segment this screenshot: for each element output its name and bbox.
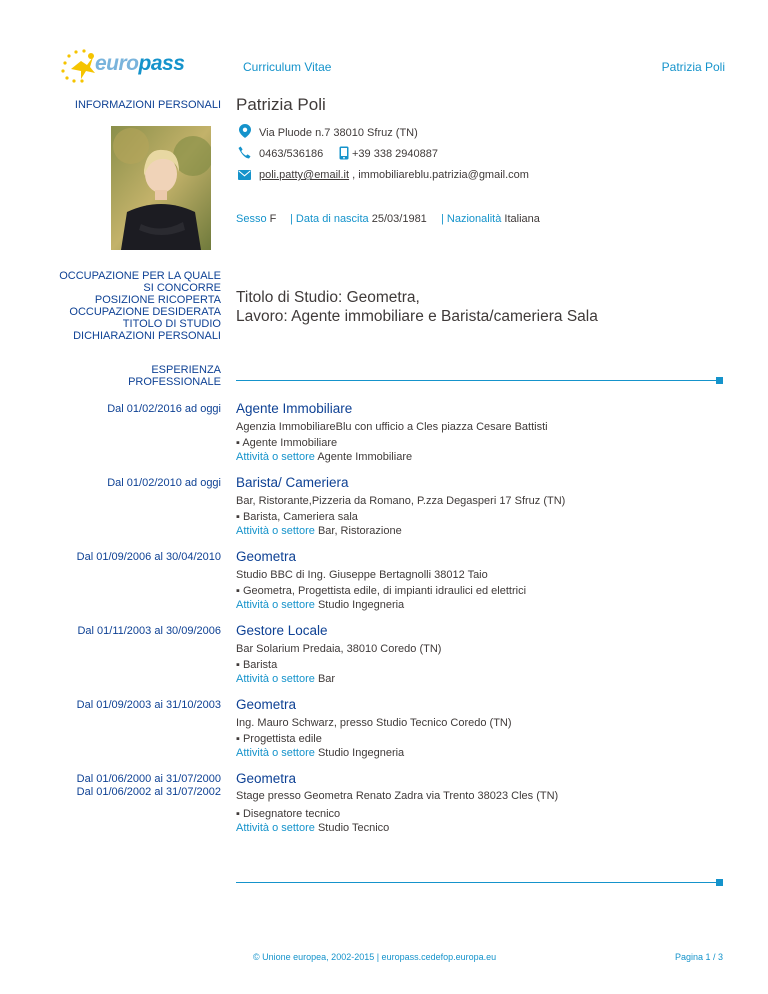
experience-sector: Attività o settore Studio Ingegneria xyxy=(236,747,405,759)
experience-sector: Attività o settore Bar xyxy=(236,673,336,685)
email-icon xyxy=(238,170,251,180)
experience-employer: Bar, Ristorante,Pizzeria da Romano, P.zza Degasperi 17 Sfruz (TN) xyxy=(236,495,566,507)
experience-employer: Ing. Mauro Schwarz, presso Studio Tecnico Coredo (TN) xyxy=(236,717,512,729)
experience-title: Barista/ Cameriera xyxy=(236,475,349,490)
experience-employer: Agenzia ImmobiliareBlu con ufficio a Cles piazza Cesare Battisti xyxy=(236,421,548,433)
europass-wordmark: europass xyxy=(95,52,185,75)
mobile-number: +39 338 2940887 xyxy=(352,148,438,160)
section-divider-marker xyxy=(716,377,723,384)
location-icon xyxy=(239,124,251,138)
address: Via Pluode n.7 38010 Sfruz (TN) xyxy=(259,127,418,139)
experience-task: ▪ Barista xyxy=(236,659,278,671)
experience-title: Gestore Locale xyxy=(236,623,328,638)
email-primary-link[interactable]: poli.patty@email.it xyxy=(259,169,350,181)
nationality-field: | Nazionalità Italiana xyxy=(441,213,540,225)
email-line xyxy=(259,169,529,181)
experience-title: Agente Immobiliare xyxy=(236,401,353,416)
experience-date: Dal 01/09/2003 ai 31/10/2003 xyxy=(76,699,221,711)
section-divider xyxy=(236,380,717,381)
experience-date: Dal 01/09/2006 al 30/04/2010 xyxy=(76,551,221,563)
experience-sector: Attività o settore Bar, Ristorazione xyxy=(236,525,402,537)
experience-date: Dal 01/02/2010 ad oggi xyxy=(107,477,221,489)
occupation-title: Titolo di Studio: Geometra, Lavoro: Agente immobiliare e Barista/cameriera Sala xyxy=(236,289,598,325)
cv-title: Curriculum Vitae xyxy=(243,60,332,74)
experience-label: ESPERIENZA PROFESSIONALE xyxy=(128,364,221,388)
experience-date: Dal 01/06/2000 ai 31/07/2000 Dal 01/06/2002 al 31/07/2002 xyxy=(76,773,221,798)
full-name: Patrizia Poli xyxy=(236,95,326,114)
experience-title: Geometra xyxy=(236,771,297,786)
experience-sector: Attività o settore Agente Immobiliare xyxy=(236,451,413,463)
experience-employer: Stage presso Geometra Renato Zadra via Trento 38023 Cles (TN) xyxy=(236,790,559,802)
footer-copyright: © Unione europea, 2002-2015 | europass.cedefop.europa.eu xyxy=(253,952,497,962)
section-divider xyxy=(236,882,717,883)
page-number: Pagina 1 / 3 xyxy=(674,952,723,962)
experience-task: ▪ Geometra, Progettista edile, di impianti idraulici ed elettrici xyxy=(236,585,527,597)
experience-title: Geometra xyxy=(236,549,297,564)
experience-task: ▪ Progettista edile xyxy=(236,733,322,745)
experience-task: ▪ Agente Immobiliare xyxy=(236,437,338,449)
email-secondary: , immobiliareblu.patrizia@gmail.com xyxy=(349,169,529,181)
mobile-phone-icon xyxy=(339,146,349,160)
occupation-label: OCCUPAZIONE PER LA QUALE SI CONCORRE POSIZIONE RICOPERTA OCCUPAZIONE DESIDERATA TITOLO DI STUDIO DICHIARAZIONI PERSONALI xyxy=(59,270,221,342)
phone-icon xyxy=(238,146,251,159)
experience-sector: Attività o settore Studio Ingegneria xyxy=(236,599,405,611)
section-divider-marker xyxy=(716,879,723,886)
header-name: Patrizia Poli xyxy=(661,60,725,74)
experience-employer: Bar Solarium Predaia, 38010 Coredo (TN) xyxy=(236,643,442,655)
experience-task: ▪ Disegnatore tecnico xyxy=(236,808,341,820)
sex-field: Sesso F xyxy=(236,213,277,225)
profile-photo xyxy=(111,126,211,250)
birth-date-field: | Data di nascita 25/03/1981 xyxy=(290,213,427,225)
experience-employer: Studio BBC di Ing. Giuseppe Bertagnolli 38012 Taio xyxy=(236,569,488,581)
experience-date: Dal 01/11/2003 al 30/09/2006 xyxy=(77,625,221,637)
personal-info-label: INFORMAZIONI PERSONALI xyxy=(74,99,221,111)
experience-sector: Attività o settore Studio Tecnico xyxy=(236,822,390,834)
experience-title: Geometra xyxy=(236,697,297,712)
experience-task: ▪ Barista, Cameriera sala xyxy=(236,511,358,523)
experience-date: Dal 01/02/2016 ad oggi xyxy=(107,403,221,415)
phone-number: 0463/536186 xyxy=(259,148,324,160)
